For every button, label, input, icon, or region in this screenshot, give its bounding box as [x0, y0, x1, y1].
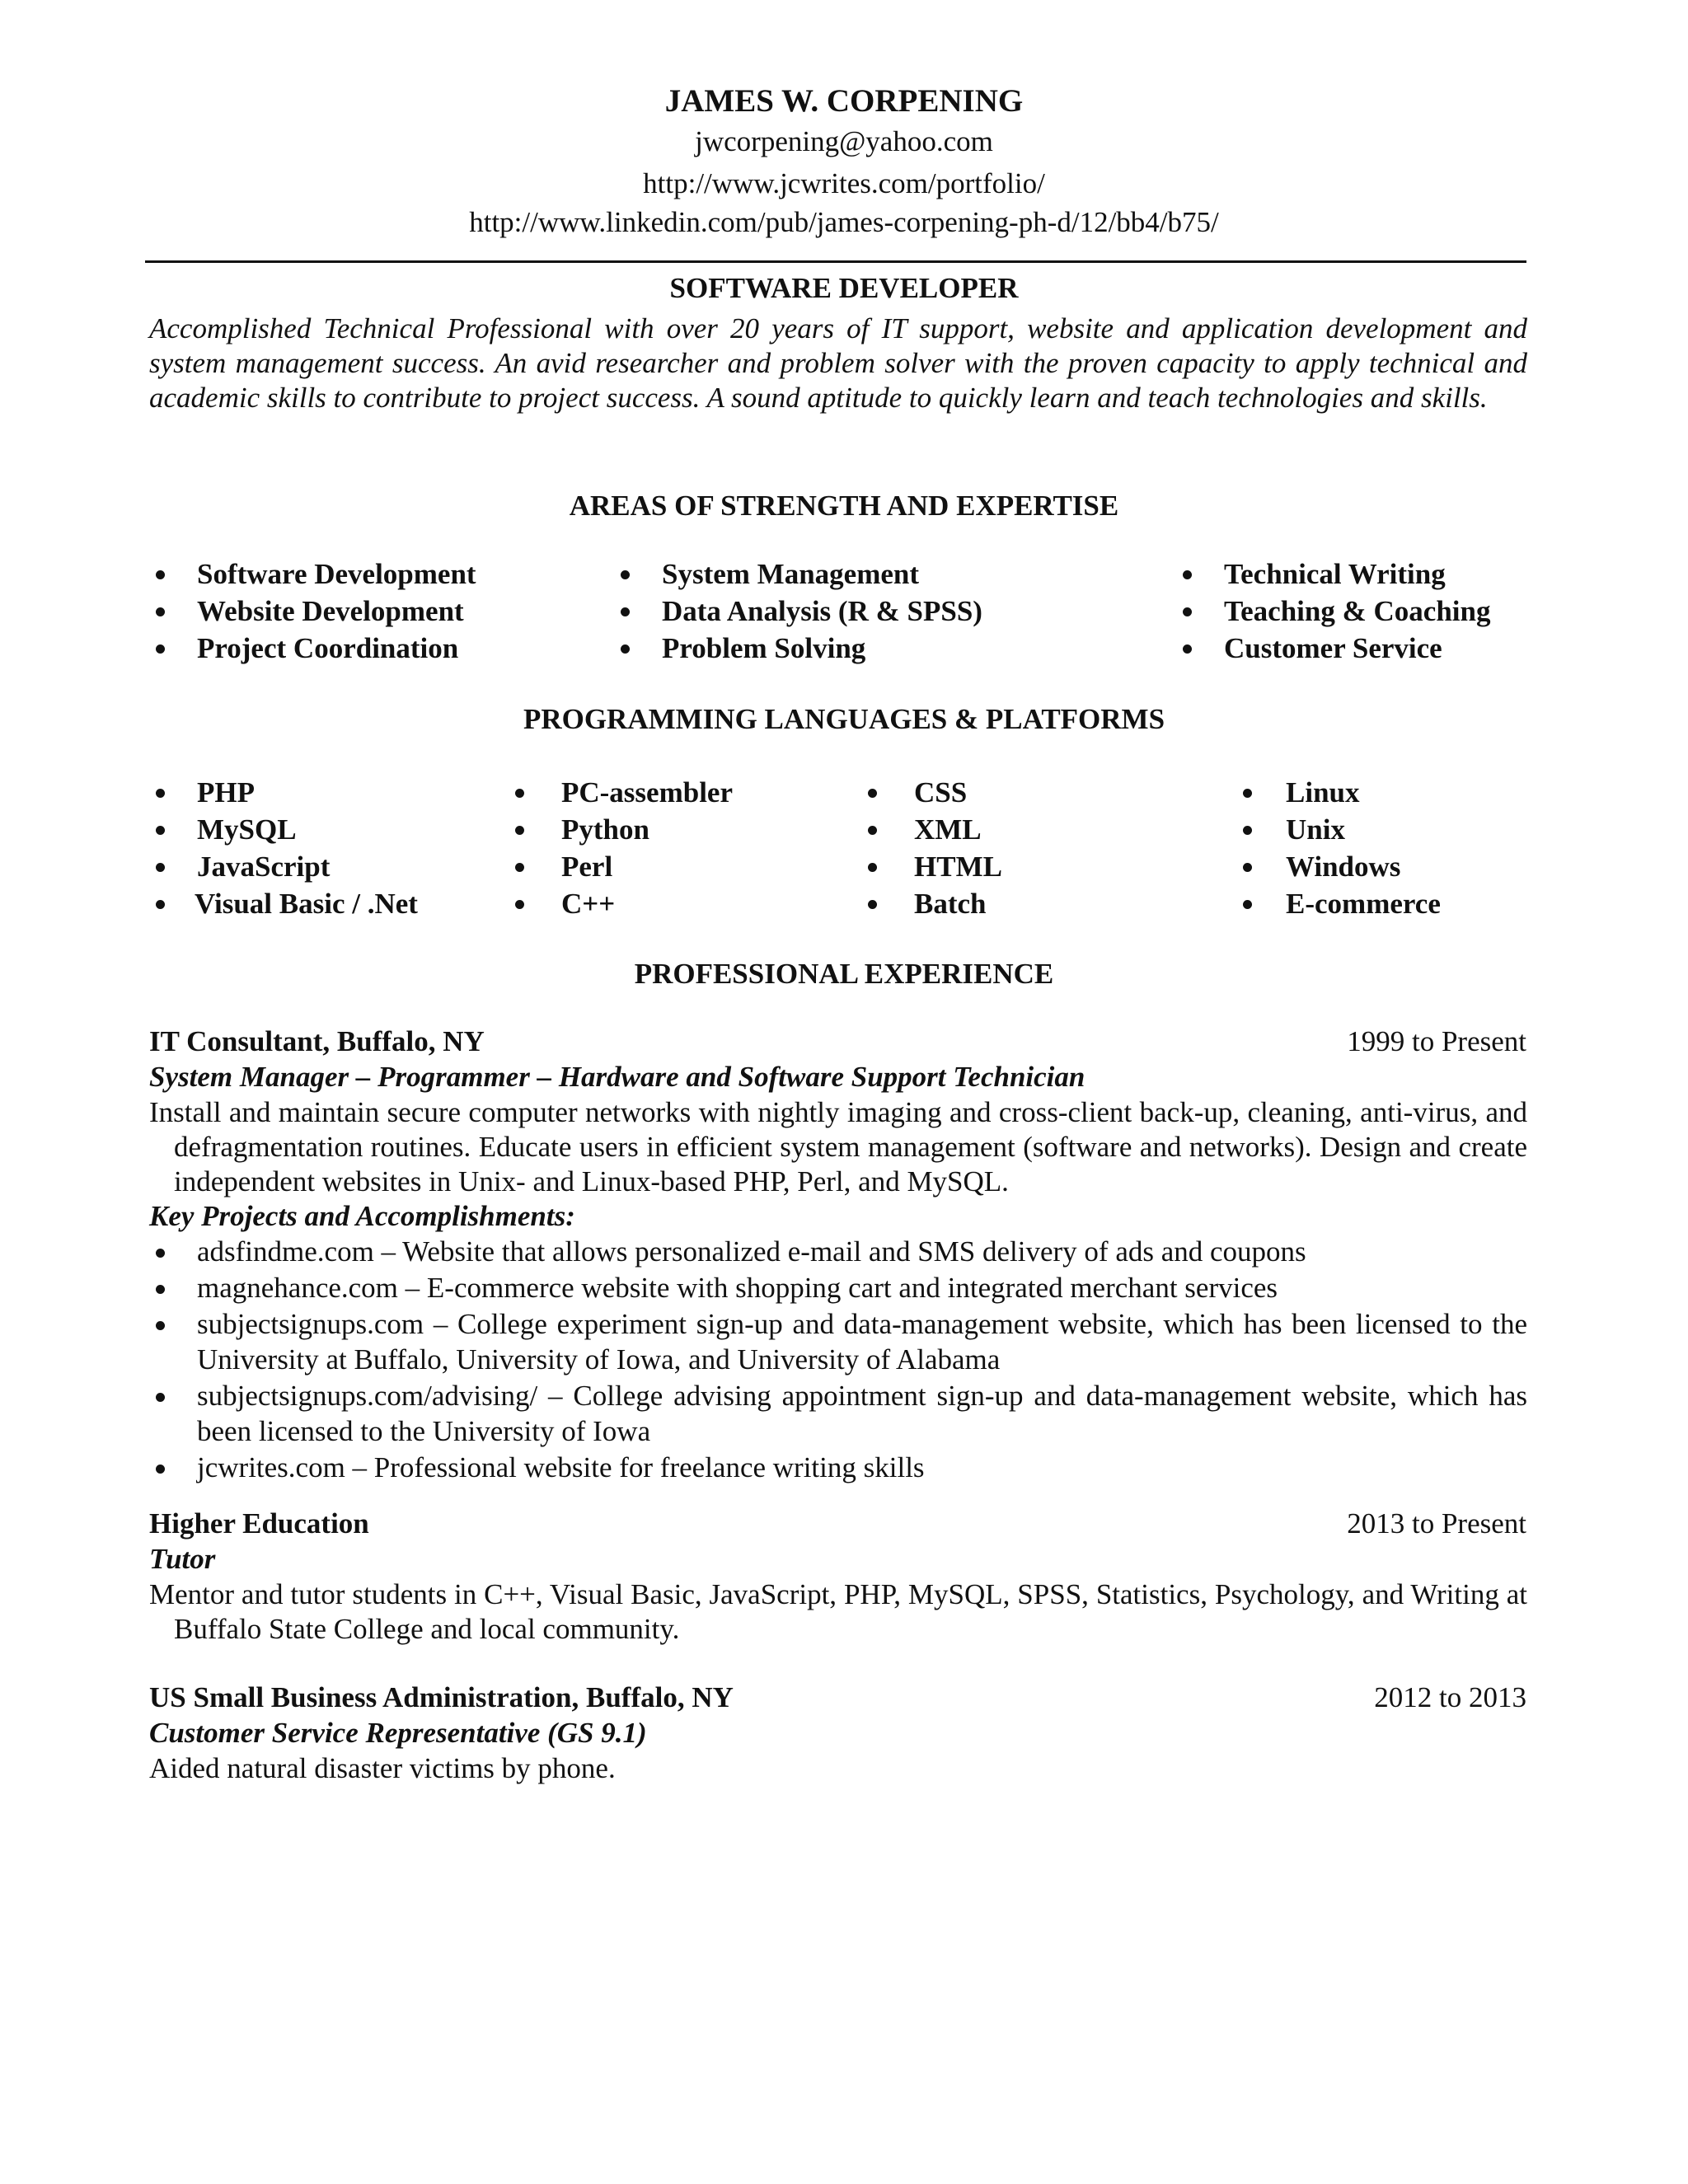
languages-column-3	[861, 774, 1191, 922]
language-item: Unix	[1236, 811, 1533, 848]
job-employer: US Small Business Administration, Buffalo, NY	[149, 1681, 734, 1713]
job-dates: 1999 to Present	[1347, 1025, 1526, 1057]
strength-item: Data Analysis (R & SPSS)	[614, 593, 1125, 630]
bullet-icon	[156, 1393, 165, 1402]
portfolio-link[interactable]: http://www.jcwrites.com/portfolio/	[643, 167, 1045, 199]
bullet-icon	[1183, 570, 1192, 579]
job-role: Customer Service Representative (GS 9.1)	[149, 1717, 647, 1749]
bullet-icon	[621, 607, 630, 616]
candidate-name: JAMES W. CORPENING	[664, 83, 1024, 119]
job-dates: 2013 to Present	[1347, 1507, 1526, 1540]
languages-title: PROGRAMMING LANGUAGES & PLATFORMS	[523, 703, 1165, 735]
languages-column-4	[1236, 774, 1533, 922]
bullet-icon	[156, 1465, 165, 1474]
strength-item: Technical Writing	[1176, 555, 1539, 593]
language-item: Perl	[509, 848, 855, 885]
summary-text: Accomplished Technical Professional with over 20 years of IT support, website and application development and system management success. An avid researcher and problem solver with the proven capacity to apply technical and academic skills to contribute to project success. A sound aptitude to quickly learn and teach technologies and skills.	[149, 312, 1527, 414]
bullet-icon	[156, 1285, 165, 1294]
bullet-icon	[868, 900, 877, 909]
bullet-icon	[868, 789, 877, 798]
bullet-icon	[156, 1249, 165, 1258]
project-item: subjectsignups.com – College experiment sign-up and data-management website, which has been licensed to the University at Buffalo, University of Iowa, and University of Alabama	[149, 1306, 1527, 1377]
language-item: CSS	[861, 774, 1191, 811]
project-item: jcwrites.com – Professional website for freelance writing skills	[149, 1450, 1527, 1485]
bullet-icon	[868, 863, 877, 872]
bullet-icon	[156, 826, 165, 835]
bullet-icon	[515, 900, 524, 909]
key-projects-heading: Key Projects and Accomplishments:	[149, 1200, 575, 1232]
bullet-icon	[868, 826, 877, 835]
project-list	[149, 1234, 1527, 1486]
linkedin-link[interactable]: http://www.linkedin.com/pub/james-corpening-ph-d/12/bb4/b75/	[469, 206, 1219, 238]
job-description: Aided natural disaster victims by phone.	[149, 1752, 616, 1784]
language-item: PC-assembler	[509, 774, 855, 811]
strength-item: Software Development	[149, 555, 611, 593]
language-item: Visual Basic / .Net	[149, 885, 495, 922]
bullet-icon	[515, 826, 524, 835]
job-role: Tutor	[149, 1543, 216, 1575]
bullet-icon	[156, 863, 165, 872]
language-item: XML	[861, 811, 1191, 848]
bullet-icon	[156, 607, 165, 616]
bullet-icon	[1243, 863, 1252, 872]
summary-title: SOFTWARE DEVELOPER	[669, 272, 1019, 304]
project-item: adsfindme.com – Website that allows personalized e-mail and SMS delivery of ads and coupons	[149, 1234, 1527, 1269]
job-dates: 2012 to 2013	[1374, 1681, 1526, 1713]
languages-column-2	[509, 774, 855, 922]
project-item: magnehance.com – E-commerce website with shopping cart and integrated merchant services	[149, 1270, 1527, 1305]
strengths-title: AREAS OF STRENGTH AND EXPERTISE	[569, 490, 1119, 522]
strengths-column-1	[149, 555, 611, 667]
header-divider	[145, 260, 1526, 263]
strength-item: Project Coordination	[149, 630, 611, 667]
job-employer: IT Consultant, Buffalo, NY	[149, 1025, 485, 1057]
job-description: Install and maintain secure computer networks with nightly imaging and cross-client back-up, cleaning, anti-virus, and defragmentation routines. Educate users in efficient system management (software and networks). Design and create independent websites in Unix- and Linux-based PHP, Perl, and MySQL.	[149, 1096, 1527, 1197]
bullet-icon	[515, 789, 524, 798]
bullet-icon	[156, 570, 165, 579]
bullet-icon	[156, 644, 165, 654]
bullet-icon	[1243, 789, 1252, 798]
language-item: MySQL	[149, 811, 495, 848]
project-item: subjectsignups.com/advising/ – College advising appointment sign-up and data-management website, which has been licensed to the University of Iowa	[149, 1378, 1527, 1449]
language-item: JavaScript	[149, 848, 495, 885]
bullet-icon	[515, 863, 524, 872]
language-item: HTML	[861, 848, 1191, 885]
bullet-icon	[1183, 607, 1192, 616]
strength-item: Teaching & Coaching	[1176, 593, 1539, 630]
bullet-icon	[1243, 826, 1252, 835]
job-description: Mentor and tutor students in C++, Visual Basic, JavaScript, PHP, MySQL, SPSS, Statistics, Psychology, and Writing at Buffalo State College and local community.	[149, 1578, 1527, 1645]
bullet-icon	[156, 900, 165, 909]
language-item: Batch	[861, 885, 1191, 922]
strength-item: System Management	[614, 555, 1125, 593]
bullet-icon	[621, 570, 630, 579]
bullet-icon	[156, 1321, 165, 1330]
strength-item: Customer Service	[1176, 630, 1539, 667]
strength-item: Website Development	[149, 593, 611, 630]
language-item: Python	[509, 811, 855, 848]
bullet-icon	[621, 644, 630, 654]
strength-item: Problem Solving	[614, 630, 1125, 667]
bullet-icon	[1183, 644, 1192, 654]
language-item: E-commerce	[1236, 885, 1533, 922]
experience-title: PROFESSIONAL EXPERIENCE	[634, 958, 1054, 990]
language-item: C++	[509, 885, 855, 922]
job-employer: Higher Education	[149, 1507, 369, 1540]
languages-column-1	[149, 774, 495, 922]
language-item: Linux	[1236, 774, 1533, 811]
strengths-column-3	[1176, 555, 1539, 667]
language-item: Windows	[1236, 848, 1533, 885]
bullet-icon	[156, 789, 165, 798]
language-item: PHP	[149, 774, 495, 811]
job-role: System Manager – Programmer – Hardware and Software Support Technician	[149, 1061, 1085, 1093]
bullet-icon	[1243, 900, 1252, 909]
email-link[interactable]: jwcorpening@yahoo.com	[695, 125, 993, 157]
strengths-column-2	[614, 555, 1125, 667]
